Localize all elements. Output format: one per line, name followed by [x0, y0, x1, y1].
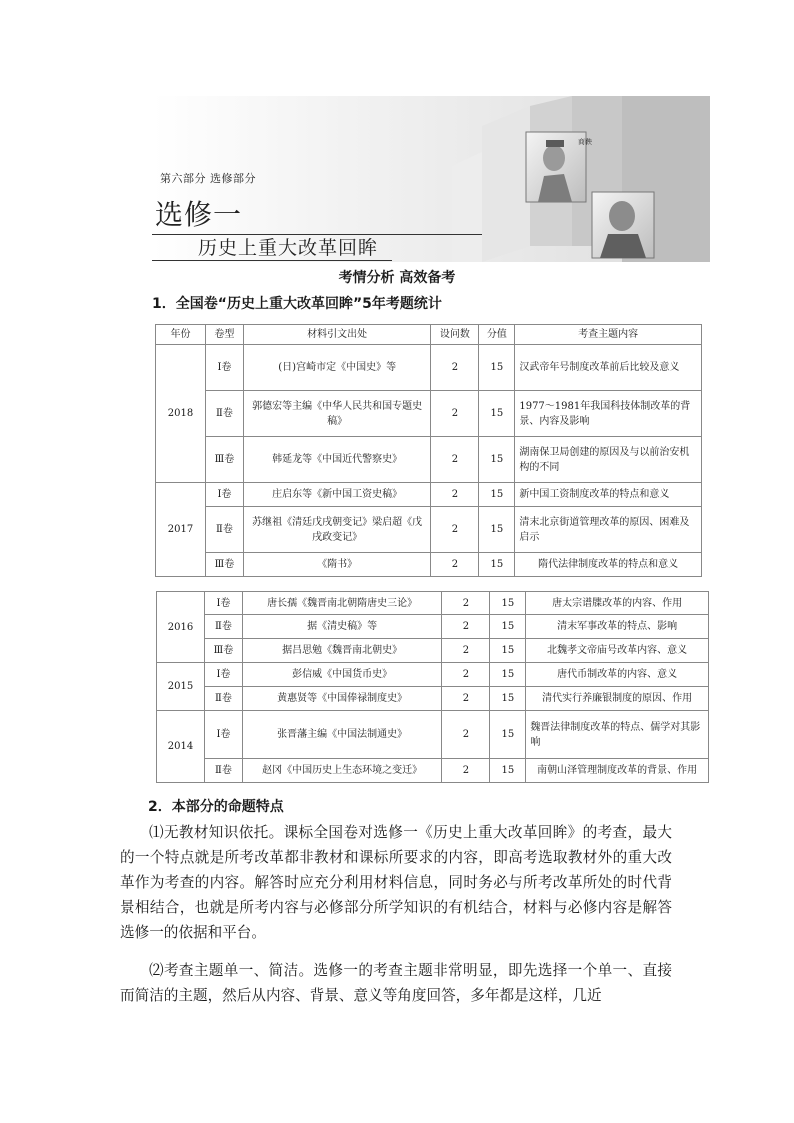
topic-cell: 清代实行养廉银制度的原因、作用 — [526, 687, 709, 711]
questions-cell: 2 — [442, 711, 490, 759]
topic-cell: 1977～1981年我国科技体制改革的背景、内容及影响 — [515, 391, 702, 437]
table-row — [156, 391, 702, 437]
score-cell: 15 — [490, 639, 526, 663]
paper-cell: Ⅱ卷 — [204, 687, 242, 711]
paper-cell: Ⅱ卷 — [204, 615, 242, 639]
source-cell: 韩延龙等《中国近代警察史》 — [243, 437, 431, 483]
col-questions-header: 设问数 — [431, 325, 479, 345]
questions-cell: 2 — [431, 345, 479, 391]
score-cell: 15 — [479, 483, 515, 507]
year-cell: 2014 — [157, 711, 205, 783]
table-row — [156, 483, 702, 507]
year-cell: 2017 — [156, 483, 206, 577]
table-row — [157, 639, 709, 663]
col-topic-header: 考查主题内容 — [515, 325, 702, 345]
topic-cell: 唐太宗谱牒改革的内容、作用 — [526, 592, 709, 615]
source-cell: 据《清史稿》等 — [242, 615, 442, 639]
paper-cell: Ⅰ卷 — [205, 483, 243, 507]
topic-cell: 清末北京街道管理改革的原因、困难及启示 — [515, 507, 702, 553]
topic-cell: 新中国工资制度改革的特点和意义 — [515, 483, 702, 507]
source-cell: 黄惠贤等《中国俸禄制度史》 — [242, 687, 442, 711]
score-cell: 15 — [479, 553, 515, 577]
paper-cell: Ⅰ卷 — [204, 592, 242, 615]
paper-cell: Ⅲ卷 — [205, 437, 243, 483]
questions-cell: 2 — [431, 507, 479, 553]
score-cell: 15 — [479, 391, 515, 437]
year-cell: 2016 — [157, 592, 205, 663]
paper-cell: Ⅲ卷 — [205, 553, 243, 577]
table-row — [156, 553, 702, 577]
topic-cell: 汉武帝年号制度改革前后比较及意义 — [515, 345, 702, 391]
table-row — [157, 615, 709, 639]
source-cell: 赵冈《中国历史上生态环境之变迁》 — [242, 759, 442, 783]
paragraph-2: ⑵考查主题单一、简洁。选修一的考查主题非常明显，即先选择一个单一、直接而简洁的主题，然后从内容、背景、意义等角度回答，多年都是这样，几近 — [120, 962, 672, 1004]
questions-cell: 2 — [431, 553, 479, 577]
score-cell: 15 — [490, 663, 526, 687]
source-cell: 《隋书》 — [243, 553, 431, 577]
table-row — [156, 345, 702, 391]
topic-cell: 清末军事改革的特点、影响 — [526, 615, 709, 639]
table-row — [156, 507, 702, 553]
score-cell: 15 — [490, 592, 526, 615]
exam-table-bottom — [156, 591, 709, 783]
portrait-caption: 商鞅 — [578, 138, 592, 146]
score-cell: 15 — [479, 437, 515, 483]
table-row — [156, 437, 702, 483]
source-cell: (日)宫崎市定《中国史》等 — [243, 345, 431, 391]
topic-cell: 唐代币制改革的内容、意义 — [526, 663, 709, 687]
paper-cell: Ⅱ卷 — [205, 507, 243, 553]
module-subtitle: 历史上重大改革回眸 — [198, 237, 379, 259]
topic-cell: 湖南保卫局创建的原因及与以前治安机构的不同 — [515, 437, 702, 483]
source-cell: 彭信威《中国货币史》 — [242, 663, 442, 687]
paper-cell: Ⅰ卷 — [204, 711, 242, 759]
questions-cell: 2 — [442, 615, 490, 639]
score-cell: 15 — [490, 615, 526, 639]
source-cell: 张晋藩主编《中国法制通史》 — [242, 711, 442, 759]
year-cell: 2018 — [156, 345, 206, 483]
part-label: 第六部分 选修部分 — [160, 172, 256, 185]
source-cell: 郭德宏等主编《中华人民共和国专题史稿》 — [243, 391, 431, 437]
topic-cell: 隋代法律制度改革的特点和意义 — [515, 553, 702, 577]
paper-cell: Ⅱ卷 — [205, 391, 243, 437]
questions-cell: 2 — [442, 639, 490, 663]
score-cell: 15 — [479, 507, 515, 553]
topic-cell: 南朝山泽管理制度改革的背景、作用 — [526, 759, 709, 783]
questions-cell: 2 — [442, 759, 490, 783]
table-row — [157, 592, 709, 615]
paper-cell: Ⅱ卷 — [204, 759, 242, 783]
exam-table-top — [155, 324, 702, 577]
topic-cell: 魏晋法律制度改革的特点、儒学对其影响 — [526, 711, 709, 759]
paper-cell: Ⅰ卷 — [205, 345, 243, 391]
table-row — [157, 759, 709, 783]
table-row — [157, 687, 709, 711]
score-cell: 15 — [490, 687, 526, 711]
questions-cell: 2 — [431, 391, 479, 437]
title-divider — [152, 234, 482, 235]
section1-title: 1．全国卷“历史上重大改革回眸”5年考题统计 — [152, 296, 442, 312]
table-header-row — [156, 325, 702, 345]
col-score-header: 分值 — [479, 325, 515, 345]
section-heading: 考情分析 高效备考 — [338, 270, 456, 286]
source-cell: 据吕思勉《魏晋南北朝史》 — [242, 639, 442, 663]
questions-cell: 2 — [442, 663, 490, 687]
source-cell: 庄启东等《新中国工资史稿》 — [243, 483, 431, 507]
module-title: 选修一 — [155, 198, 243, 231]
section2-title: 2．本部分的命题特点 — [148, 799, 284, 815]
questions-cell: 2 — [431, 483, 479, 507]
table-row — [157, 711, 709, 759]
source-cell: 唐长孺《魏晋南北朝隋唐史三论》 — [242, 592, 442, 615]
score-cell: 15 — [479, 345, 515, 391]
year-cell: 2015 — [157, 663, 205, 711]
col-source-header: 材料引文出处 — [243, 325, 431, 345]
score-cell: 15 — [490, 711, 526, 759]
topic-cell: 北魏孝文帝庙号改革内容、意义 — [526, 639, 709, 663]
questions-cell: 2 — [442, 592, 490, 615]
source-cell: 苏继祖《清廷戊戌朝变记》梁启超《戊戌政变记》 — [243, 507, 431, 553]
score-cell: 15 — [490, 759, 526, 783]
questions-cell: 2 — [442, 687, 490, 711]
paper-cell: Ⅲ卷 — [204, 639, 242, 663]
col-year-header: 年份 — [156, 325, 206, 345]
col-paper-header: 卷型 — [205, 325, 243, 345]
paper-cell: Ⅰ卷 — [204, 663, 242, 687]
paragraph-1: ⑴无教材知识依托。课标全国卷对选修一《历史上重大改革回眸》的考查，最大的一个特点就是所考改革都非教材和课标所要求的内容，即高考选取教材外的重大改革作为考查的内容。解答时应充分利用材料信息，同时务必与所考改革所处的时代背景相结合，也就是所考内容与必修部分所学知识的有机结合，材料与必修内容是解答选修一的依据和平台。 — [120, 824, 672, 941]
questions-cell: 2 — [431, 437, 479, 483]
subtitle-divider — [152, 260, 392, 261]
table-row — [157, 663, 709, 687]
